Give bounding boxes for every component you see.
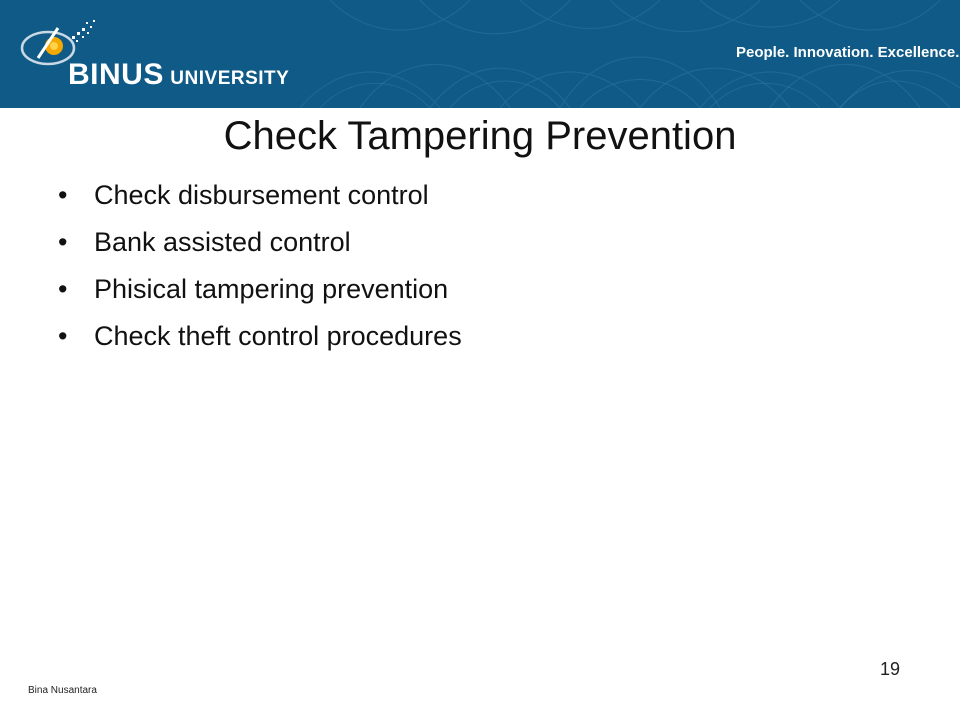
slide-title: Check Tampering Prevention [223,114,737,158]
bullet-item [58,219,462,266]
tagline: People. Innovation. Excellence. [736,44,960,61]
header-banner [0,0,960,108]
bullet-marker: • [58,180,68,210]
logo-binus-text: BINUS [68,58,164,91]
logo-university-text: UNIVERSITY [170,68,290,89]
bullet-text: Check theft control procedures [94,321,462,351]
bullet-list [58,172,462,360]
bullet-item [58,266,462,313]
university-logo [68,60,289,90]
page-number: 19 [880,659,901,679]
footer-organization: Bina Nusantara [28,685,97,696]
bullet-item [58,172,462,219]
bullet-item [58,313,462,360]
bullet-marker: • [58,227,68,257]
bullet-text: Bank assisted control [94,227,351,257]
bullet-marker: • [58,274,68,304]
bullet-marker: • [58,321,68,351]
bullet-text: Phisical tampering prevention [94,274,449,304]
bullet-text: Check disbursement control [94,180,429,210]
